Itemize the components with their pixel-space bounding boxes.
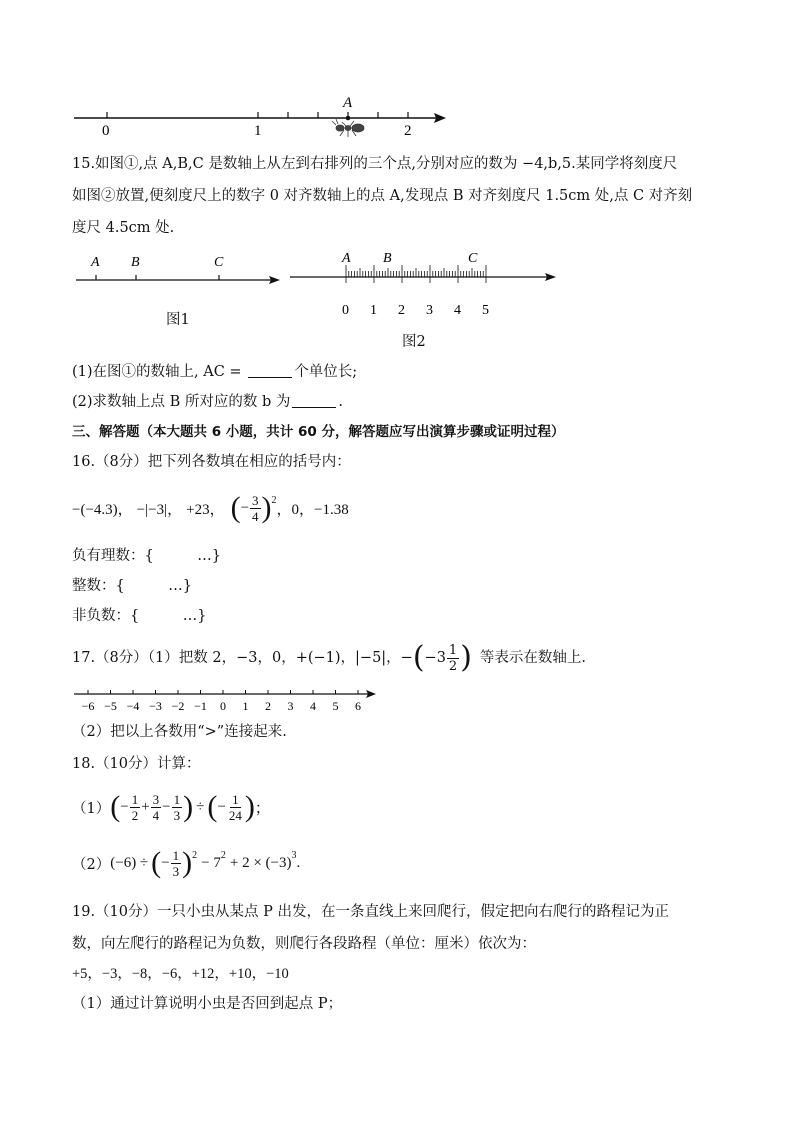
- fraction: $\frac{1}{3}$: [173, 791, 181, 823]
- answer-blank[interactable]: [248, 363, 292, 378]
- figure-2-ruler: [288, 246, 558, 326]
- fig1-label-a: A: [91, 255, 100, 270]
- q16-num-a: −(−4.3)，: [72, 501, 133, 518]
- axis-tick-label: 1: [242, 699, 249, 713]
- axis-tick-label: 0: [220, 699, 226, 713]
- point-a-label: A: [343, 95, 353, 111]
- q19-line2: 数，向左爬行的路程记为负数，则爬行各段路程（单位：厘米）依次为：: [72, 936, 536, 952]
- fraction-numerator: 1: [448, 642, 458, 658]
- fig2-label-c: C: [468, 251, 478, 266]
- axis-label-1: 1: [254, 123, 262, 139]
- paren-right: ): [261, 491, 272, 524]
- figure-1-number-line: [72, 248, 287, 288]
- axis-tick-label: 3: [287, 699, 294, 713]
- fig2-label-b: B: [383, 251, 392, 266]
- fraction: $\frac{1}{3}$: [172, 847, 180, 879]
- q15-sub2-suffix: .: [338, 394, 344, 410]
- q16-num-c: +23，: [186, 501, 225, 518]
- q16-prompt: 16.（8分）把下列各数填在相应的括号内：: [72, 454, 351, 470]
- q15-line3: 度尺 4.5cm 处.: [72, 220, 175, 236]
- paren-right: ): [460, 640, 472, 675]
- q18-sub1-label: （1）: [72, 800, 111, 817]
- ruler-number: 0: [342, 303, 349, 318]
- section-heading: 三、解答题（本大题共 6 小题，共计 60 分，解答题应写出演算步骤或证明过程）: [72, 424, 565, 440]
- paren-left: (: [412, 640, 425, 675]
- fig2-label-a: A: [342, 251, 351, 266]
- fraction: [250, 493, 261, 524]
- axis-tick-label: 4: [310, 699, 316, 713]
- fraction: $\frac{1}{24}$: [228, 791, 242, 823]
- q16-set-integer[interactable]: 整数：{ …}: [72, 578, 192, 594]
- top-number-line: [70, 92, 450, 142]
- q18-expression-2: （2） (−6) ÷ ( − $\frac{1}{3}$ ) $^2$ − 7 $^2$ + 2 × (−3) $^3$ .: [72, 846, 301, 879]
- axis-tick-label: −3: [149, 699, 162, 713]
- q15-line1: 15.如图①,点 A,B,C 是数轴上从左到右排列的三个点,分别对应的数为 −4,b,5.某同学将刻度尺: [72, 156, 678, 172]
- q15-sub1-suffix: 个单位长;: [294, 364, 358, 380]
- q17-number-line: [72, 686, 382, 714]
- q16-num-b: −|−3|，: [136, 501, 183, 518]
- ruler-number: 5: [482, 303, 489, 318]
- q17-prompt-suffix: 等表示在数轴上.: [479, 650, 587, 666]
- paren-left: (: [230, 491, 241, 524]
- q15-line2: 如图②放置,便刻度尺上的数字 0 对齐数轴上的点 A,发现点 B 对齐刻度尺 1.5cm 处,点 C 对齐刻: [72, 188, 693, 204]
- fig1-label-b: B: [131, 255, 140, 270]
- fig1-caption: 图1: [166, 312, 190, 328]
- fig1-label-c: C: [214, 255, 224, 270]
- q19-line1: 19.（10分）一只小虫从某点 P 出发，在一条直线上来回爬行，假定把向右爬行的路程记为正: [72, 904, 669, 920]
- fig2-caption: 图2: [402, 334, 426, 350]
- fraction: $\frac{1}{2}$: [131, 791, 139, 823]
- q15-sub2-text: (2)求数轴上点 B 所对应的数 b 为: [72, 394, 291, 410]
- ruler-number: 1: [370, 303, 377, 318]
- q19-values: +5，−3，−8，−6，+12，+10，−10: [72, 966, 289, 982]
- fraction-denominator: 2: [448, 658, 458, 674]
- q17-prompt-text: 17.（8分）（1）把数 2，−3，0，+(−1)，|−5|，−: [72, 650, 413, 666]
- axis-tick-label: −6: [81, 699, 95, 713]
- q19-sub1: （1）通过计算说明小虫是否回到起点 P；: [72, 996, 343, 1012]
- q18-expression-1: （1） ( − $\frac{1}{2}$ + $\frac{3}{4}$ − $\frac{1}{3}$ ) ÷ ( − $\frac{1}{24}$ ) ；: [72, 790, 270, 823]
- q16-num-e: ，0，−1.38: [276, 501, 349, 518]
- q18-sub2-label: （2）: [72, 856, 111, 873]
- axis-tick-label: 6: [355, 699, 361, 713]
- fraction-denominator: 4: [252, 508, 259, 524]
- fraction: [447, 643, 459, 674]
- axis-tick-label: −5: [104, 699, 117, 713]
- ruler-number: 3: [426, 303, 433, 318]
- ruler-number: 2: [398, 303, 405, 318]
- q17-sub2: （2）把以上各数用“>”连接起来.: [72, 724, 287, 740]
- q16-set-nonnegative[interactable]: 非负数：{ …}: [72, 608, 207, 624]
- ruler-number: 4: [454, 303, 461, 318]
- q16-set-negative[interactable]: 负有理数：{ …}: [72, 548, 221, 564]
- mixed-whole: −3: [424, 650, 446, 666]
- axis-tick-label: 2: [265, 699, 271, 713]
- axis-tick-label: −1: [194, 699, 207, 713]
- exponent: 2: [271, 494, 277, 506]
- ant-icon: [332, 119, 364, 137]
- axis-tick-label: −4: [126, 699, 140, 713]
- q16-numbers: −(−4.3)， −|−3|， +23， ( − $\frac{3}{4}$ ) $^2$ ，0，−1.38: [72, 491, 349, 524]
- fraction-numerator: 3: [252, 492, 259, 508]
- q15-sub1-text: (1)在图①的数轴上, AC =: [72, 364, 247, 380]
- fraction: $\frac{3}{4}$: [152, 791, 160, 823]
- axis-tick-label: 5: [332, 699, 339, 713]
- answer-blank[interactable]: [292, 393, 336, 408]
- q15-sub1: [72, 362, 357, 382]
- q18-prompt: 18.（10分）计算：: [72, 756, 201, 772]
- axis-tick-label: −2: [171, 699, 185, 713]
- q15-sub2: [72, 392, 343, 412]
- axis-label-2: 2: [404, 123, 412, 139]
- q17-prompt: [72, 636, 586, 680]
- axis-label-0: 0: [102, 123, 110, 139]
